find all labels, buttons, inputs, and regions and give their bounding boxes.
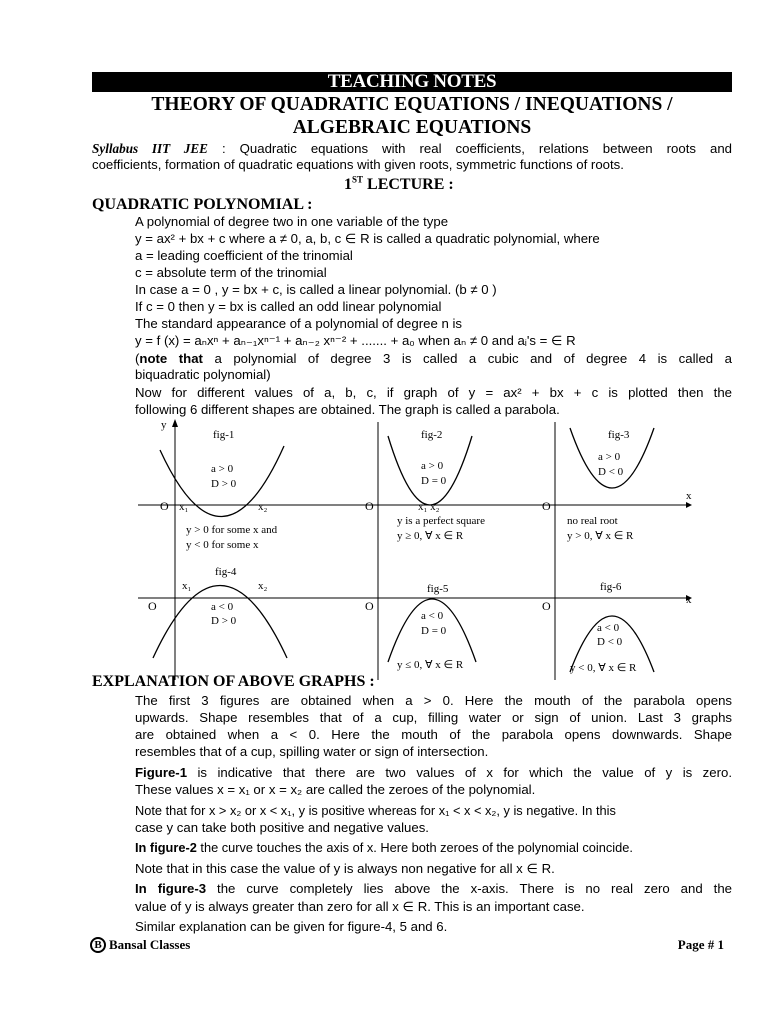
lecture-num: 1 xyxy=(344,176,352,193)
exp-fig2-rest: the curve touches the axis of x. Here both zeroes of the polynomial coincide. xyxy=(196,840,633,855)
origin-3: O xyxy=(542,499,551,513)
fig4-title: fig-4 xyxy=(215,566,237,578)
qp-line-3: a = leading coefficient of the trinomial xyxy=(135,248,353,263)
exp-fig3-rest: the curve completely lies above the x-axis. There is no real zero and the xyxy=(206,881,732,896)
exp-fig2-line-1 xyxy=(135,840,633,856)
fig3-note-1: no real root xyxy=(567,515,618,527)
exp-fig3-line-1 xyxy=(135,881,732,897)
x-label-top: x xyxy=(686,490,692,502)
qp-line-7: The standard appearance of a polynomial of degree n is xyxy=(135,316,462,331)
exp-figure-2-label: In figure-2 xyxy=(135,840,197,855)
qp-line-6: If c = 0 then y = bx is called an odd linear polynomial xyxy=(135,299,442,314)
fig1-title: fig-1 xyxy=(213,429,235,441)
exp-fig1-line-1 xyxy=(135,765,732,781)
origin-5: O xyxy=(365,599,374,613)
fig1-note-1: y > 0 for some x and xyxy=(186,524,278,536)
syllabus-label: Syllabus IIT JEE xyxy=(92,141,208,156)
lecture-rest: LECTURE : xyxy=(363,176,454,193)
fig1-cond-2: D > 0 xyxy=(211,478,237,490)
fig1-note-2: y < 0 for some x xyxy=(186,539,259,551)
fig5-cond-1: a < 0 xyxy=(421,610,444,622)
fig3-title: fig-3 xyxy=(608,429,630,441)
fig2-note-1: y is a perfect square xyxy=(397,515,485,527)
footer-left: Bansal Classes xyxy=(109,937,191,952)
y-label: y xyxy=(161,419,167,431)
y-arrow xyxy=(172,419,178,427)
fig6-note: y < 0, ∀ x ∈ R xyxy=(570,662,637,674)
qp-line-5: In case a = 0 , y = bx + c, is called a linear polynomial. (b ≠ 0 ) xyxy=(135,282,497,297)
qp-line-9-rest: a polynomial of degree 3 is called a cubic and of degree 4 is called a xyxy=(202,351,732,366)
fig4-cond-2: D > 0 xyxy=(211,615,237,627)
syllabus-text-1: : Quadratic equations with real coefficients, relations between roots and xyxy=(221,141,732,156)
fig1-root-2: x₂ xyxy=(258,501,268,513)
qp-line-12: following 6 different shapes are obtained. The graph is called a parabola. xyxy=(135,402,560,417)
origin-2: O xyxy=(365,499,374,513)
fig2-cond-1: a > 0 xyxy=(421,460,444,472)
exp-fig3-line-2: value of y is always greater than zero for all x ∈ R. This is an important case. xyxy=(135,899,585,914)
fig3-cond-2: D < 0 xyxy=(598,466,624,478)
qp-line-8: y = f (x) = aₙxⁿ + aₙ₋₁xⁿ⁻¹ + aₙ₋₂ xⁿ⁻² + ....... + a₀ when aₙ ≠ 0 and aᵢ's = ∈ R xyxy=(135,333,576,348)
section-quadratic-polynomial: QUADRATIC POLYNOMIAL : xyxy=(92,196,313,213)
exp-p1-line-4: resembles that of a cup, spilling water or sign of intersection. xyxy=(135,744,489,759)
origin-6: O xyxy=(542,599,551,613)
exp-fig1-rest: is indicative that there are two values of x for which the value of y is zero. xyxy=(187,765,732,780)
x-arrow-top xyxy=(686,502,692,508)
exp-fig2-line-2: Note that in this case the value of y is always non negative for all x ∈ R. xyxy=(135,861,555,876)
fig5-title: fig-5 xyxy=(427,583,449,595)
exp-fig1-line-3: Note that for x > x₂ or x < x₁, y is positive whereas for x₁ < x < x₂, y is negative. In this xyxy=(135,803,616,818)
exp-p1-line-2: upwards. Shape resembles that of a cup, filling water or sign of union. Last 3 graphs xyxy=(135,710,732,725)
origin-4: O xyxy=(148,599,157,613)
title-line-1: THEORY OF QUADRATIC EQUATIONS / INEQUATIONS / xyxy=(151,94,673,115)
bansal-logo: B xyxy=(90,937,106,953)
qp-line-1: A polynomial of degree two in one variable of the type xyxy=(135,214,449,229)
exp-p1-line-3: are obtained when a < 0. Here the mouth of the parabola opens downwards. Shape xyxy=(135,727,732,742)
qp-line-10: biquadratic polynomial) xyxy=(135,367,271,382)
footer-page-number: Page # 1 xyxy=(677,937,724,952)
exp-fig1-line-4: case y can take both positive and negative values. xyxy=(135,820,429,835)
exp-figure-1-label: Figure-1 xyxy=(135,765,188,780)
exp-fig1-line-2: These values x = x₁ or x = x₂ are called the zeroes of the polynomial. xyxy=(135,782,536,797)
lecture-sup: ST xyxy=(352,174,364,185)
syllabus-line-2: coefficients, formation of quadratic equations with given roots, symmetric functions of roots. xyxy=(92,157,624,172)
fig6-cond-2: D < 0 xyxy=(597,636,623,648)
qp-note-that: note that xyxy=(139,351,203,366)
title-line-2: ALGEBRAIC EQUATIONS xyxy=(292,117,532,138)
qp-line-11: Now for different values of a, b, c, if graph of y = ax² + bx + c is plotted then the xyxy=(135,385,732,400)
fig3-cond-1: a > 0 xyxy=(598,451,621,463)
fig5-note: y ≤ 0, ∀ x ∈ R xyxy=(397,659,464,671)
footer-brand xyxy=(90,937,190,953)
fig3-note-2: y > 0, ∀ x ∈ R xyxy=(567,530,634,542)
fig1-root-1: x₁ xyxy=(179,501,189,513)
exp-figure-3-label: In figure-3 xyxy=(135,881,207,896)
fig6-cond-1: a < 0 xyxy=(597,622,620,634)
fig4-root-2: x₂ xyxy=(258,580,268,592)
origin-1: O xyxy=(160,499,169,513)
qp-line-2: y = ax² + bx + c where a ≠ 0, a, b, c ∈ R is called a quadratic polynomial, where xyxy=(135,231,600,246)
x-label-bottom: x xyxy=(686,594,692,606)
fig2-roots: x₁ x₂ xyxy=(418,501,440,513)
fig2-title: fig-2 xyxy=(421,429,443,441)
fig2-cond-2: D = 0 xyxy=(421,475,447,487)
fig6-title: fig-6 xyxy=(600,581,622,593)
exp-p1-line-1: The first 3 figures are obtained when a > 0. Here the mouth of the parabola opens xyxy=(135,693,732,708)
exp-similar: Similar explanation can be given for figure-4, 5 and 6. xyxy=(135,919,448,934)
fig5-cond-2: D = 0 xyxy=(421,625,447,637)
fig2-note-2: y ≥ 0, ∀ x ∈ R xyxy=(397,530,464,542)
fig1-cond-1: a > 0 xyxy=(211,463,234,475)
fig4-root-1: x₁ xyxy=(182,580,192,592)
section-explanation: EXPLANATION OF ABOVE GRAPHS : xyxy=(92,673,375,690)
banner-text: TEACHING NOTES xyxy=(327,71,497,92)
qp-paren: ( xyxy=(135,351,140,366)
qp-line-4: c = absolute term of the trinomial xyxy=(135,265,327,280)
fig4-cond-1: a < 0 xyxy=(211,601,234,613)
